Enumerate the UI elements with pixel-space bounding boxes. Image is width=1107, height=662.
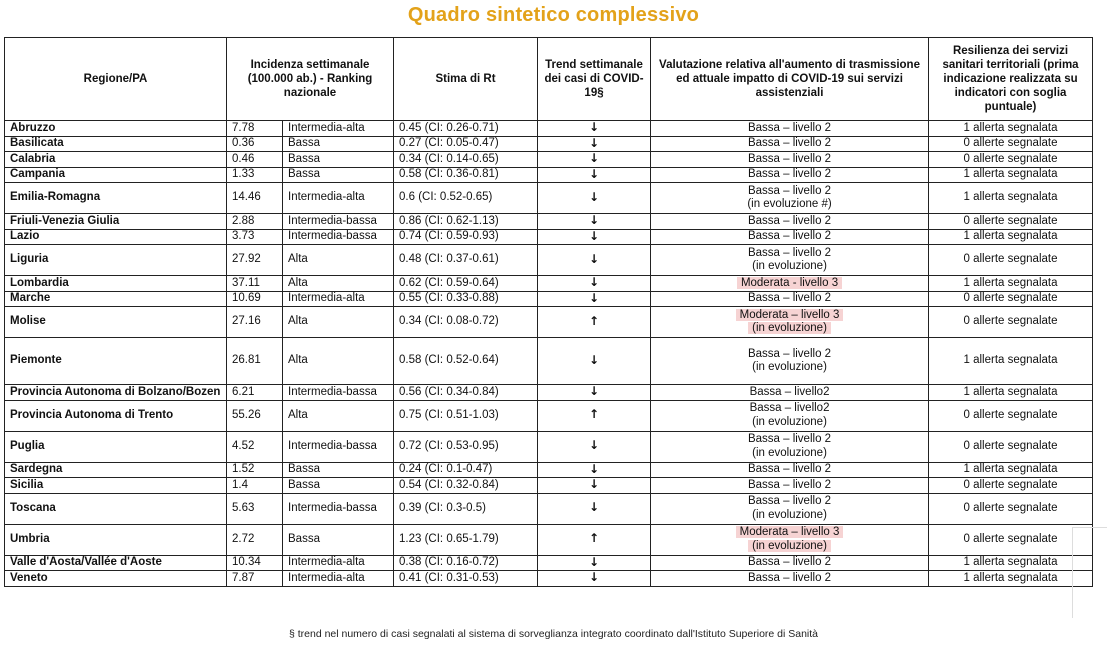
arrow-down-icon: ↓ <box>588 461 600 476</box>
assessment-cell <box>651 152 929 168</box>
incidence-ranking: Alta <box>283 276 394 292</box>
rt-estimate: 0.86 (CI: 0.62-1.13) <box>394 214 538 230</box>
table-row <box>5 524 1093 555</box>
assessment-line <box>656 495 923 509</box>
rt-estimate: 0.27 (CI: 0.05-0.47) <box>394 136 538 152</box>
table-row <box>5 229 1093 245</box>
trend-cell <box>538 214 651 230</box>
incidence-value: 1.52 <box>227 462 283 478</box>
incidence-ranking: Intermedia-alta <box>283 291 394 307</box>
trend-cell <box>538 385 651 401</box>
assessment-text: (in evoluzione #) <box>747 198 832 210</box>
arrow-down-icon: ↓ <box>588 500 600 515</box>
resilience-alerts: 0 allerte segnalate <box>929 307 1093 338</box>
assessment-line <box>656 386 923 400</box>
incidence-ranking: Intermedia-bassa <box>283 229 394 245</box>
region-name: Sardegna <box>5 462 227 478</box>
resilience-alerts: 1 allerta segnalata <box>929 183 1093 214</box>
region-name: Sicilia <box>5 478 227 494</box>
rt-estimate: 0.56 (CI: 0.34-0.84) <box>394 385 538 401</box>
rt-estimate: 0.75 (CI: 0.51-1.03) <box>394 400 538 431</box>
assessment-text: Bassa – livello 2 <box>747 571 832 584</box>
incidence-ranking: Alta <box>283 307 394 338</box>
arrow-down-icon: ↓ <box>588 120 600 134</box>
assessment-text: Bassa – livello 2 <box>747 347 832 360</box>
incidence-value: 1.4 <box>227 478 283 494</box>
table-body <box>5 121 1093 587</box>
incidence-value: 4.52 <box>227 431 283 462</box>
region-name: Piemonte <box>5 338 227 385</box>
assessment-text: Bassa – livello 2 <box>747 184 832 197</box>
rt-estimate: 0.24 (CI: 0.1-0.47) <box>394 462 538 478</box>
footnote: § trend nel numero di casi segnalati al sistema di sorveglianza integrato coordinato dall'Istituto Superiore di Sanità <box>288 628 819 640</box>
arrow-down-icon: ↓ <box>588 151 600 165</box>
rt-estimate: 0.45 (CI: 0.26-0.71) <box>394 121 538 137</box>
trend-cell <box>538 276 651 292</box>
rt-estimate: 1.23 (CI: 0.65-1.79) <box>394 524 538 555</box>
arrow-down-icon: ↓ <box>588 135 600 150</box>
assessment-line <box>656 526 923 540</box>
assessment-cell <box>651 571 929 587</box>
assessment-line <box>656 433 923 447</box>
incidence-value: 3.73 <box>227 229 283 245</box>
table-row <box>5 245 1093 276</box>
incidence-value: 2.72 <box>227 524 283 555</box>
assessment-line <box>656 137 923 151</box>
assessment-cell <box>651 291 929 307</box>
header-valutazione: Valutazione relativa all'aumento di trasmissione ed attuale impatto di COVID-19 sui servizi assistenziali <box>651 38 929 121</box>
incidence-ranking: Intermedia-bassa <box>283 493 394 524</box>
rt-estimate: 0.54 (CI: 0.32-0.84) <box>394 478 538 494</box>
arrow-down-icon: ↓ <box>588 438 600 453</box>
assessment-text: Bassa – livello 2 <box>747 230 832 242</box>
assessment-line <box>656 215 923 229</box>
header-rt: Stima di Rt <box>394 38 538 121</box>
incidence-value: 26.81 <box>227 338 283 385</box>
assessment-text: Bassa – livello 2 <box>747 292 832 304</box>
assessment-cell <box>651 400 929 431</box>
assessment-line <box>656 572 923 586</box>
table-row <box>5 291 1093 307</box>
assessment-text: Bassa – livello 2 <box>747 495 832 507</box>
arrow-up-icon: ↑ <box>588 313 600 328</box>
table-row <box>5 493 1093 524</box>
resilience-alerts: 1 allerta segnalata <box>929 276 1093 292</box>
assessment-line <box>656 509 923 523</box>
table-row <box>5 478 1093 494</box>
assessment-cell <box>651 462 929 478</box>
assessment-line <box>656 463 923 477</box>
assessment-highlight: Moderata – livello 3 <box>736 526 844 538</box>
region-name: Valle d'Aosta/Vallée d'Aoste <box>5 555 227 571</box>
assessment-line <box>656 122 923 136</box>
assessment-highlight: Moderata – livello 3 <box>736 309 844 321</box>
resilience-alerts: 1 allerta segnalata <box>929 555 1093 571</box>
region-name: Provincia Autonoma di Bolzano/Bozen <box>5 385 227 401</box>
assessment-line <box>656 260 923 274</box>
assessment-highlight: Moderata - livello 3 <box>737 277 842 289</box>
rt-estimate: 0.58 (CI: 0.52-0.64) <box>394 338 538 385</box>
incidence-ranking: Bassa <box>283 478 394 494</box>
resilience-alerts: 1 allerta segnalata <box>929 462 1093 478</box>
region-name: Umbria <box>5 524 227 555</box>
incidence-value: 37.11 <box>227 276 283 292</box>
assessment-cell <box>651 555 929 571</box>
incidence-ranking: Alta <box>283 400 394 431</box>
incidence-ranking: Intermedia-bassa <box>283 431 394 462</box>
assessment-line <box>656 277 923 291</box>
arrow-up-icon: ↑ <box>588 407 600 422</box>
assessment-text: Bassa – livello 2 <box>747 152 832 165</box>
assessment-text: Bassa – livello 2 <box>747 478 832 491</box>
incidence-value: 14.46 <box>227 183 283 214</box>
region-name: Abruzzo <box>5 121 227 137</box>
summary-table <box>4 37 1093 587</box>
assessment-line <box>656 185 923 199</box>
region-name: Campania <box>5 167 227 183</box>
arrow-down-icon: ↓ <box>588 189 600 204</box>
assessment-text: Bassa – livello2 <box>749 402 830 414</box>
assessment-text: Bassa – livello 2 <box>747 137 832 149</box>
assessment-text: Bassa – livello 2 <box>747 246 832 259</box>
incidence-value: 10.69 <box>227 291 283 307</box>
assessment-line <box>656 416 923 430</box>
assessment-line <box>656 292 923 306</box>
table-row <box>5 462 1093 478</box>
rt-estimate: 0.39 (CI: 0.3-0.5) <box>394 493 538 524</box>
rt-estimate: 0.74 (CI: 0.59-0.93) <box>394 229 538 245</box>
resilience-alerts: 0 allerte segnalate <box>929 291 1093 307</box>
assessment-cell <box>651 385 929 401</box>
trend-cell <box>538 493 651 524</box>
header-incidenza: Incidenza settimanale (100.000 ab.) - Ranking nazionale <box>227 38 394 121</box>
assessment-text: (in evoluzione) <box>752 361 827 373</box>
incidence-ranking: Bassa <box>283 524 394 555</box>
assessment-line <box>656 540 923 554</box>
assessment-cell <box>651 276 929 292</box>
assessment-cell <box>651 338 929 385</box>
incidence-value: 55.26 <box>227 400 283 431</box>
assessment-cell <box>651 214 929 230</box>
incidence-ranking: Alta <box>283 338 394 385</box>
resilience-alerts: 1 allerta segnalata <box>929 229 1093 245</box>
trend-cell <box>538 307 651 338</box>
trend-cell <box>538 462 651 478</box>
trend-cell <box>538 478 651 494</box>
assessment-line <box>656 247 923 261</box>
assessment-line <box>656 153 923 167</box>
assessment-line <box>656 556 923 570</box>
region-name: Marche <box>5 291 227 307</box>
assessment-cell <box>651 136 929 152</box>
incidence-ranking: Intermedia-bassa <box>283 214 394 230</box>
assessment-line <box>656 361 923 375</box>
assessment-cell <box>651 245 929 276</box>
resilience-alerts: 1 allerta segnalata <box>929 167 1093 183</box>
region-name: Friuli-Venezia Giulia <box>5 214 227 230</box>
trend-cell <box>538 152 651 168</box>
arrow-down-icon: ↓ <box>588 352 600 367</box>
assessment-text: Bassa – livello 2 <box>747 463 832 475</box>
region-name: Veneto <box>5 571 227 587</box>
assessment-cell <box>651 524 929 555</box>
resilience-alerts: 0 allerte segnalate <box>929 493 1093 524</box>
rt-estimate: 0.55 (CI: 0.33-0.88) <box>394 291 538 307</box>
arrow-down-icon: ↓ <box>588 166 600 181</box>
table-row <box>5 555 1093 571</box>
trend-cell <box>538 400 651 431</box>
table-row <box>5 183 1093 214</box>
rt-estimate: 0.34 (CI: 0.08-0.72) <box>394 307 538 338</box>
region-name: Liguria <box>5 245 227 276</box>
assessment-cell <box>651 307 929 338</box>
incidence-ranking: Bassa <box>283 152 394 168</box>
incidence-ranking: Bassa <box>283 167 394 183</box>
assessment-line <box>656 447 923 461</box>
region-name: Lombardia <box>5 276 227 292</box>
region-name: Basilicata <box>5 136 227 152</box>
resilience-alerts: 0 allerte segnalate <box>929 524 1093 555</box>
rt-estimate: 0.34 (CI: 0.14-0.65) <box>394 152 538 168</box>
table-row <box>5 400 1093 431</box>
assessment-cell <box>651 167 929 183</box>
assessment-text: Bassa – livello 2 <box>747 214 832 227</box>
trend-cell <box>538 555 651 571</box>
rt-estimate: 0.48 (CI: 0.37-0.61) <box>394 245 538 276</box>
table-row <box>5 385 1093 401</box>
incidence-ranking: Intermedia-alta <box>283 183 394 214</box>
assessment-line <box>656 322 923 336</box>
incidence-ranking: Intermedia-alta <box>283 121 394 137</box>
incidence-value: 0.46 <box>227 152 283 168</box>
rt-estimate: 0.6 (CI: 0.52-0.65) <box>394 183 538 214</box>
assessment-text: (in evoluzione) <box>752 446 827 459</box>
resilience-alerts: 1 allerta segnalata <box>929 338 1093 385</box>
assessment-line <box>656 309 923 323</box>
table-row <box>5 431 1093 462</box>
assessment-text: (in evoluzione) <box>752 508 827 521</box>
resilience-alerts: 1 allerta segnalata <box>929 385 1093 401</box>
table-header-row <box>5 38 1093 121</box>
rt-estimate: 0.41 (CI: 0.31-0.53) <box>394 571 538 587</box>
assessment-highlight: (in evoluzione) <box>748 540 831 552</box>
assessment-line <box>656 479 923 493</box>
rt-estimate: 0.72 (CI: 0.53-0.95) <box>394 431 538 462</box>
region-name: Provincia Autonoma di Trento <box>5 400 227 431</box>
arrow-down-icon: ↓ <box>588 290 600 305</box>
arrow-down-icon: ↓ <box>588 570 600 584</box>
trend-cell <box>538 245 651 276</box>
incidence-value: 1.33 <box>227 167 283 183</box>
arrow-down-icon: ↓ <box>588 554 600 569</box>
assessment-text: Bassa – livello 2 <box>747 121 832 134</box>
rt-estimate: 0.58 (CI: 0.36-0.81) <box>394 167 538 183</box>
assessment-line <box>656 168 923 182</box>
region-name: Lazio <box>5 229 227 245</box>
table-row <box>5 307 1093 338</box>
table-row <box>5 338 1093 385</box>
region-name: Calabria <box>5 152 227 168</box>
assessment-cell <box>651 431 929 462</box>
assessment-cell <box>651 183 929 214</box>
incidence-value: 0.36 <box>227 136 283 152</box>
incidence-value: 2.88 <box>227 214 283 230</box>
incidence-ranking: Bassa <box>283 136 394 152</box>
incidence-ranking: Intermedia-alta <box>283 571 394 587</box>
arrow-up-icon: ↑ <box>588 531 600 546</box>
arrow-down-icon: ↓ <box>588 228 600 243</box>
resilience-alerts: 0 allerte segnalate <box>929 152 1093 168</box>
assessment-line <box>656 348 923 362</box>
arrow-down-icon: ↓ <box>588 384 600 398</box>
incidence-ranking: Intermedia-alta <box>283 555 394 571</box>
table-row <box>5 136 1093 152</box>
assessment-text: Bassa – livello 2 <box>747 168 832 180</box>
table-row <box>5 276 1093 292</box>
incidence-value: 27.92 <box>227 245 283 276</box>
trend-cell <box>538 338 651 385</box>
trend-cell <box>538 571 651 587</box>
resilience-alerts: 0 allerte segnalate <box>929 431 1093 462</box>
corner-mark <box>1072 527 1107 618</box>
arrow-down-icon: ↓ <box>588 275 600 289</box>
resilience-alerts: 0 allerte segnalate <box>929 136 1093 152</box>
incidence-value: 6.21 <box>227 385 283 401</box>
resilience-alerts: 0 allerte segnalate <box>929 400 1093 431</box>
header-resilienza: Resilienza dei servizi sanitari territoriali (prima indicazione realizzata su indicatori con soglia puntuale) <box>929 38 1093 121</box>
table-row <box>5 152 1093 168</box>
rt-estimate: 0.38 (CI: 0.16-0.72) <box>394 555 538 571</box>
assessment-cell <box>651 121 929 137</box>
trend-cell <box>538 167 651 183</box>
assessment-line <box>656 198 923 212</box>
region-name: Molise <box>5 307 227 338</box>
arrow-down-icon: ↓ <box>588 213 600 227</box>
assessment-text: (in evoluzione) <box>752 260 827 272</box>
trend-cell <box>538 183 651 214</box>
header-trend: Trend settimanale dei casi di COVID-19§ <box>538 38 651 121</box>
assessment-highlight: (in evoluzione) <box>748 322 831 334</box>
resilience-alerts: 0 allerte segnalate <box>929 214 1093 230</box>
trend-cell <box>538 136 651 152</box>
incidence-ranking: Intermedia-bassa <box>283 385 394 401</box>
resilience-alerts: 0 allerte segnalate <box>929 245 1093 276</box>
assessment-line <box>656 402 923 416</box>
assessment-cell <box>651 478 929 494</box>
assessment-text: Bassa – livello 2 <box>747 556 832 568</box>
table-row <box>5 121 1093 137</box>
region-name: Emilia-Romagna <box>5 183 227 214</box>
resilience-alerts: 1 allerta segnalata <box>929 121 1093 137</box>
assessment-text: (in evoluzione) <box>752 415 827 428</box>
assessment-text: Bassa – livello2 <box>749 385 830 398</box>
resilience-alerts: 1 allerta segnalata <box>929 571 1093 587</box>
table-row <box>5 214 1093 230</box>
trend-cell <box>538 431 651 462</box>
rt-estimate: 0.62 (CI: 0.59-0.64) <box>394 276 538 292</box>
incidence-ranking: Alta <box>283 245 394 276</box>
trend-cell <box>538 524 651 555</box>
resilience-alerts: 0 allerte segnalate <box>929 478 1093 494</box>
assessment-cell <box>651 493 929 524</box>
trend-cell <box>538 291 651 307</box>
trend-cell <box>538 121 651 137</box>
incidence-ranking: Bassa <box>283 462 394 478</box>
page-title: Quadro sintetico complessivo <box>407 4 700 26</box>
incidence-value: 5.63 <box>227 493 283 524</box>
assessment-cell <box>651 229 929 245</box>
table-row <box>5 571 1093 587</box>
region-name: Toscana <box>5 493 227 524</box>
trend-cell <box>538 229 651 245</box>
arrow-down-icon: ↓ <box>588 477 600 491</box>
assessment-text: Bassa – livello 2 <box>747 433 832 445</box>
incidence-value: 10.34 <box>227 555 283 571</box>
incidence-value: 7.78 <box>227 121 283 137</box>
region-name: Puglia <box>5 431 227 462</box>
incidence-value: 7.87 <box>227 571 283 587</box>
arrow-down-icon: ↓ <box>588 251 600 266</box>
incidence-value: 27.16 <box>227 307 283 338</box>
table-row <box>5 167 1093 183</box>
assessment-line <box>656 230 923 244</box>
header-regione: Regione/PA <box>5 38 227 121</box>
